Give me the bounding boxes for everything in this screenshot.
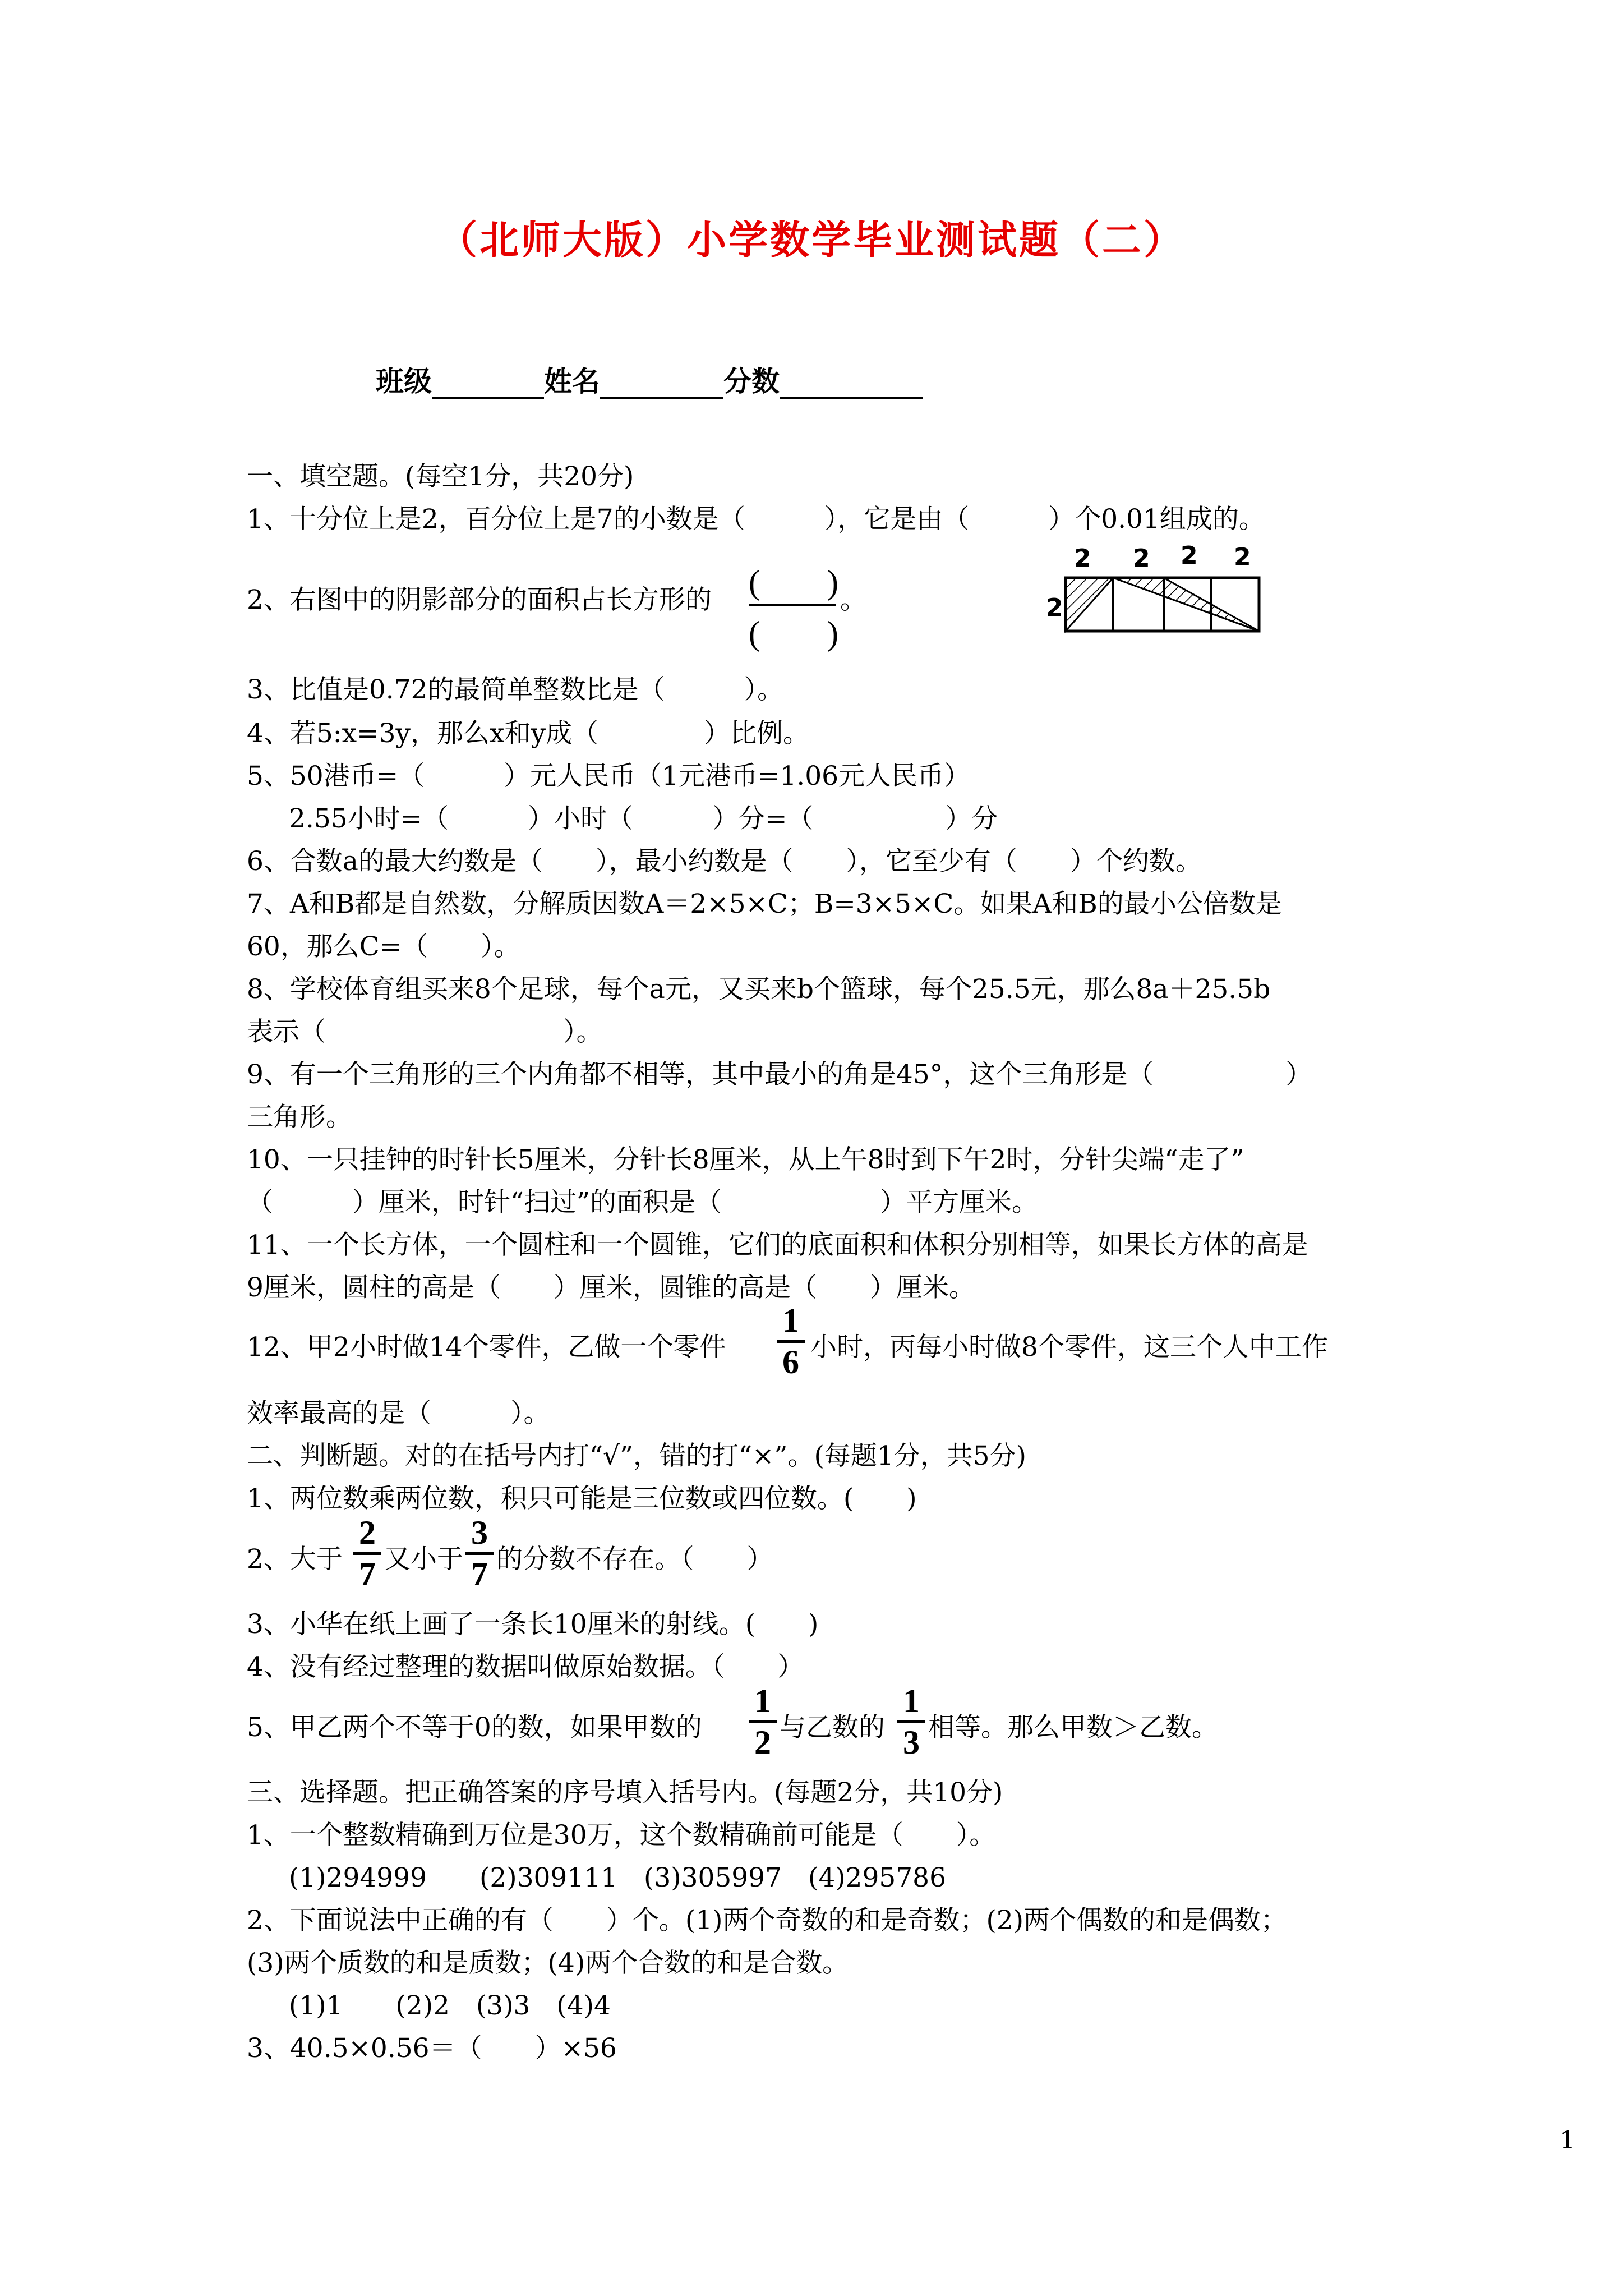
question-1-5: 5、50港币=（ ）元人民币（1元港币=1.06元人民币）: [247, 761, 971, 792]
section-3-heading: 三、选择题。把正确答案的序号填入括号内。(每题2分，共10分): [247, 1777, 1003, 1808]
question-1-12: 12、甲2小时做14个零件，乙做一个零件: [247, 1332, 726, 1363]
question-3-2-options: (1)1 (2)2 (3)3 (4)4: [289, 1990, 611, 2021]
fraction-denominator: 6: [777, 1340, 805, 1382]
question-1-10b: （ ）厘米，时针“扫过”的面积是（ ）平方厘米。: [247, 1187, 1039, 1218]
question-1-2-end: 。: [840, 585, 866, 615]
question-3-2b: (3)两个质数的和是质数；(4)两个合数的和是合数。: [247, 1948, 849, 1978]
header-fields: [376, 359, 923, 399]
question-1-2: 2、右图中的阴影部分的面积占长方形的: [247, 585, 712, 615]
question-2-2-end: 的分数不存在。（ ）: [496, 1544, 773, 1575]
question-1-6: 6、合数a的最大约数是（ ），最小约数是（ ），它至少有（ ）个约数。: [247, 846, 1202, 877]
page-number: 1: [1560, 2126, 1575, 2155]
question-1-5b: 2.55小时=（ ）小时（ ）分=（ ）分: [289, 803, 998, 834]
fraction-one-third: [897, 1682, 925, 1762]
fraction-denominator: 3: [897, 1720, 925, 1762]
section-2-heading: 二、判断题。对的在括号内打“√”，错的打“×”。(每题1分，共5分): [247, 1441, 1026, 1471]
question-1-7: 7、A和B都是自然数，分解质因数A＝2×5×C；B=3×5×C。如果A和B的最小公倍数是: [247, 889, 1282, 919]
fraction-one-half: [749, 1682, 777, 1762]
question-1-7b: 60，那么C=（ ）。: [247, 931, 520, 962]
fraction-denominator: 2: [749, 1720, 777, 1762]
name-label: 姓名: [544, 365, 600, 398]
question-3-2: 2、下面说法中正确的有（ ）个。(1)两个奇数的和是奇数；(2)两个偶数的和是偶数；: [247, 1905, 1288, 1936]
question-3-1-options: (1)294999 (2)309111 (3)305997 (4)295786: [289, 1862, 946, 1893]
question-1-11: 11、一个长方体，一个圆柱和一个圆锥，它们的底面积和体积分别相等，如果长方体的高是: [247, 1230, 1308, 1260]
question-1-11b: 9厘米，圆柱的高是（ ）厘米，圆锥的高是（ ）厘米。: [247, 1272, 975, 1303]
fraction-denominator: 7: [353, 1552, 381, 1594]
question-2-2-mid: 又小于: [384, 1544, 463, 1575]
page-title: （北师大版）小学数学毕业测试题（二）: [438, 217, 1185, 263]
fraction-numerator: 1: [754, 1682, 771, 1719]
question-1-10: 10、一只挂钟的时针长5厘米，分针长8厘米，从上午8时到下午2时，分针尖端“走了”: [247, 1144, 1244, 1175]
figure-top-label: 2: [1074, 544, 1091, 573]
fraction-numerator: ( ): [749, 564, 838, 601]
fraction-two-sevenths: [353, 1513, 381, 1594]
question-3-1: 1、一个整数精确到万位是30万，这个数精确前可能是（ ）。: [247, 1820, 996, 1851]
question-1-9b: 三角形。: [247, 1102, 352, 1133]
question-2-5: 5、甲乙两个不等于0的数，如果甲数的: [247, 1712, 702, 1743]
section-1-heading: 一、填空题。(每空1分，共20分): [247, 461, 634, 492]
question-1-9: 9、有一个三角形的三个内角都不相等，其中最小的角是45°，这个三角形是（ ）: [247, 1059, 1312, 1090]
question-2-4: 4、没有经过整理的数据叫做原始数据。（ ）: [247, 1651, 804, 1682]
question-1-12b: 效率最高的是（ ）。: [247, 1398, 550, 1429]
class-label: 班级: [376, 365, 432, 398]
question-2-5-mid: 与乙数的: [780, 1712, 885, 1743]
score-blank[interactable]: [780, 367, 923, 399]
fraction-numerator: 1: [903, 1682, 920, 1719]
fraction-numerator: 2: [359, 1514, 376, 1551]
figure-top-label: 2: [1133, 544, 1150, 573]
fraction-denominator: 7: [465, 1552, 494, 1594]
question-1-1: 1、十分位上是2，百分位上是7的小数是（ ），它是由（ ）个0.01组成的。: [247, 504, 1265, 535]
shaded-region: [1066, 578, 1259, 631]
shaded-rectangle-figure: [1015, 539, 1284, 639]
score-label: 分数: [723, 365, 780, 398]
question-1-3: 3、比值是0.72的最简单整数比是（ ）。: [247, 674, 784, 705]
question-1-8b: 表示（ ）。: [247, 1016, 603, 1047]
fraction-numerator: 3: [471, 1514, 488, 1551]
question-2-2: 2、大于: [247, 1544, 343, 1575]
fraction-numerator: 1: [782, 1302, 799, 1339]
figure-side-label: 2: [1046, 593, 1063, 622]
question-1-8: 8、学校体育组买来8个足球，每个a元，又买来b个篮球，每个25.5元，那么8a＋25.5b: [247, 974, 1271, 1005]
fraction-one-sixth: [777, 1301, 805, 1382]
question-3-3: 3、40.5×0.56＝（ ）×56: [247, 2033, 617, 2064]
figure-top-label: 2: [1181, 541, 1198, 570]
question-2-5-end: 相等。那么甲数＞乙数。: [928, 1712, 1218, 1743]
fraction-blank: [749, 555, 836, 655]
class-blank[interactable]: [432, 367, 544, 399]
question-1-4: 4、若5:x=3y，那么x和y成（ ）比例。: [247, 718, 810, 749]
figure-top-label: 2: [1234, 543, 1251, 572]
question-2-1: 1、两位数乘两位数，积只可能是三位数或四位数。( ): [247, 1483, 917, 1514]
name-blank[interactable]: [600, 367, 723, 399]
question-2-3: 3、小华在纸上画了一条长10厘米的射线。( ): [247, 1609, 819, 1640]
fraction-three-sevenths: [465, 1513, 494, 1594]
fraction-denominator: ( ): [749, 604, 836, 655]
question-1-12-cont: 小时，丙每小时做8个零件，这三个人中工作: [810, 1332, 1328, 1363]
